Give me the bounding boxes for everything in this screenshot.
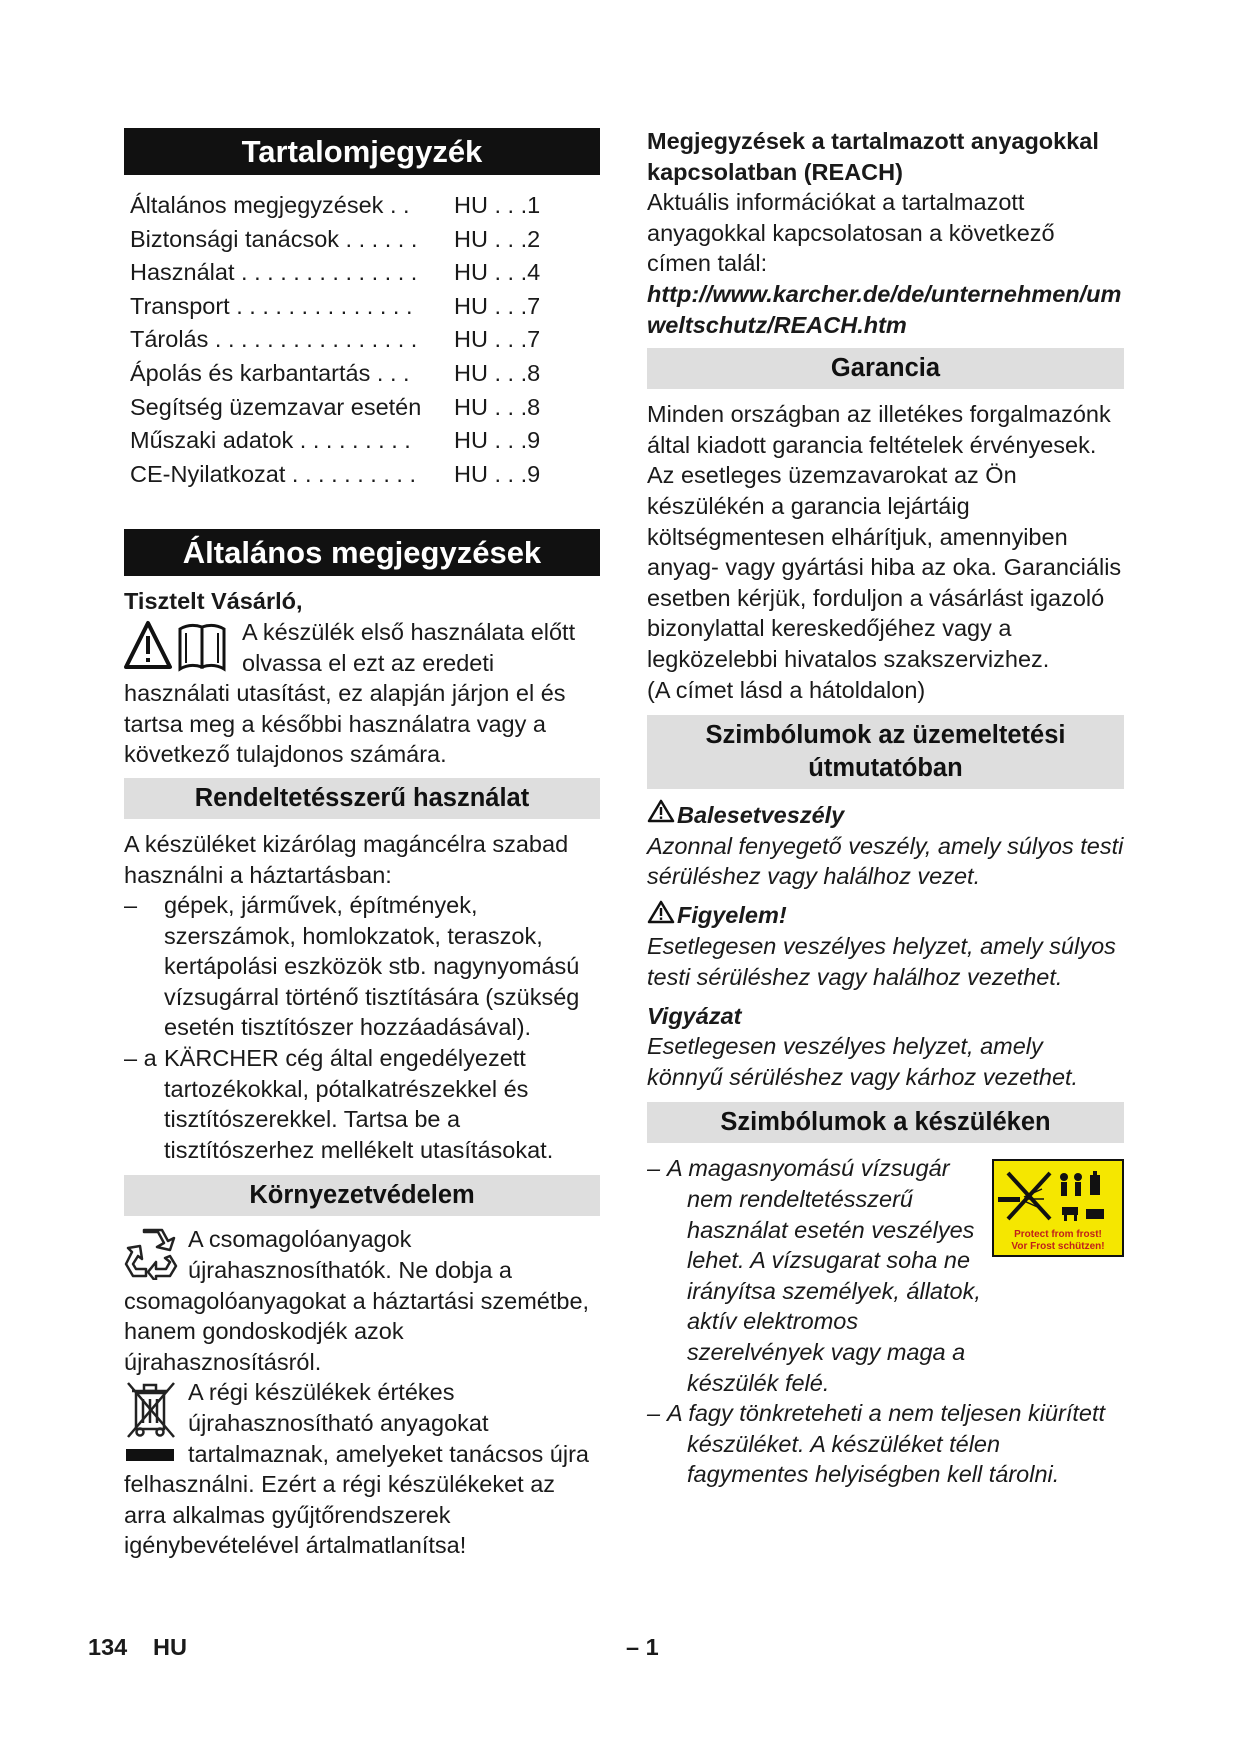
toc-entry[interactable]: Használat . . . . . . . . . . . . . . HU . . .4 <box>130 259 541 286</box>
environment-heading: Környezetvédelem <box>124 1175 600 1216</box>
general-intro-text: A készülék első használata előtt olvassa el ezt az eredeti használati utasítást, ez alapján járjon el és tartsa meg a későbbi használatra vagy a következő tulajdonos számára. <box>124 618 576 768</box>
list-item: – A fagy tönkreteheti a nem teljesen kiürített készüléket. A készüléket télen fagymentes helyiségben kell tárolni. <box>647 1400 1106 1488</box>
warning-text: Esetlegesen veszélyes helyzet, amely súlyos testi sérüléshez vagy halálhoz vezethet. <box>647 933 1116 991</box>
toc-list <box>124 189 600 491</box>
toc-entry[interactable]: Transport . . . . . . . . . . . . . . HU . . .7 <box>130 292 541 319</box>
packaging-text: A csomagolóanyagok újrahasznosíthatók. Ne dobja a csomagolóanyagokat a háztartási szemétbe, hanem gondoskodjék azok újrahasznosításról. <box>124 1226 590 1375</box>
toc-entry[interactable]: Segítség üzemzavar esetén HU . . .8 <box>130 393 541 420</box>
warranty-heading: Garancia <box>647 348 1124 389</box>
crossed-bin-icon <box>124 1379 178 1468</box>
language-code: HU <box>153 1634 187 1660</box>
old-devices-text: A régi készülékek értékes újrahasznosítható anyagokat tartalmaznak, amelyeket tanácsos újra felhasználni. Ezért a régi készülékeket az arra alkalmas gyűjtőrendszerek igénybevételével ártalmatlanítsa! <box>124 1379 589 1559</box>
caution-heading: Vigyázat <box>647 1002 742 1029</box>
section-page: – 1 <box>626 1634 659 1660</box>
danger-text: Azonnal fenyegető veszély, amely súlyos testi sérüléshez vagy halálhoz vezet. <box>647 832 1124 890</box>
symbols-manual-heading: Szimbólumok az üzemeltetési útmutatóban <box>647 715 1124 789</box>
reach-heading: Megjegyzések a tartalmazott anyagokkal kapcsolatban (REACH) <box>647 128 1099 185</box>
device-label-sticker <box>992 1159 1124 1257</box>
toc-entry[interactable]: Általános megjegyzések . . HU . . .1 <box>130 192 541 218</box>
left-column <box>124 128 600 1561</box>
packaging-block <box>124 1224 600 1377</box>
warranty-text: Minden országban az illetékes forgalmazónk által kiadott garancia feltételek érvényesek. Az esetleges üzemzavarokat az Ön készülékén a garancia lejártáig költségmentesen elhárítjuk, amennyiben anyag- vagy gyártási hiba az oka. Garanciális esetben kérjük, forduljon a vásárlást igazoló bizonylattal kereskedőjéhez vagy a legközelebbi hivatalos szakszervizhez. <box>647 401 1122 672</box>
caution-text: Esetlegesen veszélyes helyzet, amely könnyű sérüléshez vagy kárhoz vezethet. <box>647 1033 1079 1090</box>
danger-heading: Balesetveszély <box>647 799 1124 831</box>
toc-entry[interactable]: Műszaki adatok . . . . . . . . . HU . . .9 <box>130 427 541 454</box>
toc-entry[interactable]: Ápolás és karbantartás . . . HU . . .8 <box>130 359 541 386</box>
no-spray-icon <box>994 1163 1122 1231</box>
list-item: – A magasnyomású vízsugár nem rendeltetésszerű használat esetén veszélyes lehet. A vízsugarat soha ne irányítsa személyek, állatok, aktív elektromos szerelvények vagy maga a készülék felé. <box>647 1155 981 1396</box>
toc-entry[interactable]: CE-Nyilatkozat . . . . . . . . . . HU . . .9 <box>130 460 541 487</box>
right-column <box>647 126 1124 1490</box>
toc-entry[interactable]: Biztonsági tanácsok . . . . . . HU . . .2 <box>130 225 541 252</box>
warning-manual-icon <box>124 619 232 678</box>
symbols-device-heading: Szimbólumok a készüléken <box>647 1102 1124 1143</box>
general-intro-block <box>124 617 600 770</box>
frost-label: Protect from frost! Vor Frost schützen! <box>1011 1229 1105 1253</box>
warning-triangle-icon <box>647 900 675 932</box>
page-number: 134 <box>88 1634 128 1660</box>
list-item: – gépek, járművek, építmények, szerszámok, homlokzatok, teraszok, kertápolási eszközök stb. nagynyomású vízsugárral történő tisztítására (szükség esetén tisztítószer hozzáadásával). <box>124 892 580 1041</box>
recycle-icon <box>124 1226 178 1285</box>
intended-use-intro: A készüléket kizárólag magáncélra szabad használni a háztartásban: <box>124 830 569 888</box>
reach-link[interactable]: http://www.karcher.de/de/unternehmen/umweltschutz/REACH.htm <box>647 280 1122 338</box>
salutation: Tisztelt Vásárló, <box>124 588 303 615</box>
old-devices-block <box>124 1377 600 1561</box>
toc-entry[interactable]: Tárolás . . . . . . . . . . . . . . . . HU . . .7 <box>130 326 541 353</box>
intended-use-heading: Rendeltetésszerű használat <box>124 778 600 819</box>
list-item: – a KÄRCHER cég által engedélyezett tartozékokkal, pótalkatrészekkel és tisztítószerekkel. Tartsa be a tisztítószerhez mellékelt utasításokat. <box>124 1045 554 1163</box>
warranty-note: (A címet lásd a hátoldalon) <box>647 676 926 703</box>
toc-heading: Tartalomjegyzék <box>124 128 600 175</box>
warning-heading: Figyelem! <box>647 900 1124 932</box>
general-heading: Általános megjegyzések <box>124 529 600 576</box>
reach-text: Aktuális információkat a tartalmazott anyagokkal kapcsolatosan a következő címen talál: <box>647 189 1055 277</box>
device-symbols-block <box>647 1153 1124 1398</box>
warning-triangle-icon <box>647 799 675 831</box>
